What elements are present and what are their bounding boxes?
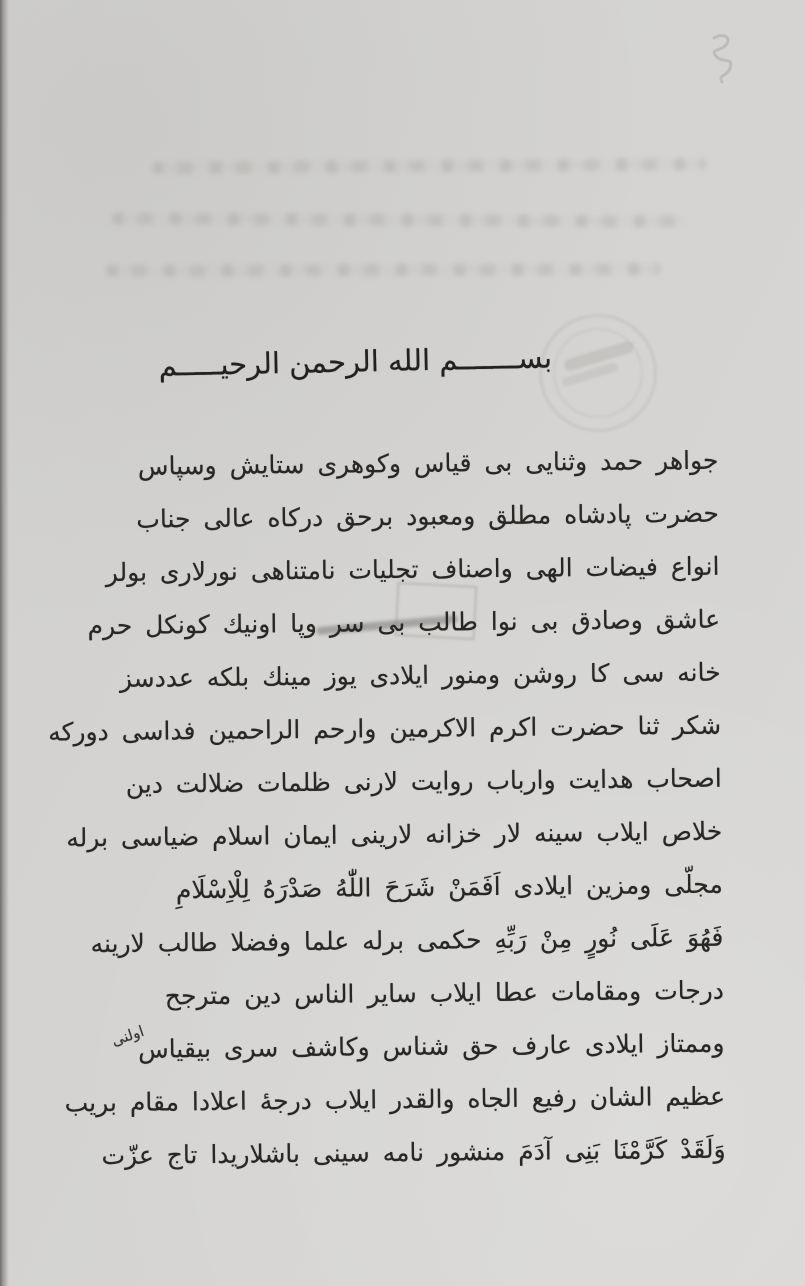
manuscript-line-3: انواع فيضات الهى واصناف تجليات نامتناهى نورلارى بولر xyxy=(105,551,720,588)
basmala-header: بســـــــم الله الرحمن الرحيـــــم xyxy=(158,340,553,383)
manuscript-line-7: اصحاب هدايت وارباب روايت لارنى ظلمات ضلالت دين xyxy=(125,763,722,799)
manuscript-line-4: عاشق وصادق بى نوا طالب بى سر وپا اونيك كونكل حرم xyxy=(87,604,721,641)
manuscript-line-13: عظيم الشان رفيع الجاه والقدر ايلاب درجهٔ اعلادا مقام بريب xyxy=(64,1081,726,1118)
bleed-through-line xyxy=(112,212,687,227)
scan-edge-shadow xyxy=(0,0,9,1286)
bleed-through-line xyxy=(106,263,661,277)
manuscript-line-10: فَهُوَ عَلَى نُورٍ مِنْ رَبِّهِ حكمى برله علما وفضلا طالب لارينه xyxy=(90,922,724,959)
manuscript-line-5: خانه سى كا روشن ومنور ايلادى يوز مينك بلكه عددسز xyxy=(119,657,721,693)
manuscript-line-8: خلاص ايلاب سينه لار خزانه لارينى ايمان اسلام ضياسى برله xyxy=(66,816,723,853)
manuscript-line-2: حضرت پادشاه مطلق ومعبود برحق دركاه عالى جناب xyxy=(136,498,720,534)
manuscript-line-12-text: وممتاز ايلادى عارف حق شناس وكاشف سرى بيقياس xyxy=(138,1028,725,1064)
manuscript-line-6: شكر ثنا حضرت اكرم الاكرمين وارحم الراحمين فداسى دوركه xyxy=(47,710,722,747)
library-stamp xyxy=(539,314,657,432)
pencil-scribble xyxy=(700,30,748,98)
manuscript-line-12 xyxy=(79,1017,725,1077)
manuscript-line-9: مجلّى ومزين ايلادى اَفَمَنْ شَرَحَ اللّٰهُ صَدْرَهُ لِلْاِسْلَامِ xyxy=(175,869,723,905)
manuscript-line-14: وَلَقَدْ كَرَّمْنَا بَنِى آدَمَ منشور نامه سينى باشلاريدا تاج عزّت xyxy=(101,1134,726,1171)
manuscript-line-11: درجات ومقامات عطا ايلاب ساير الناس دين مترجح xyxy=(164,975,725,1011)
manuscript-line-1: جواهر حمد وثنايى بى قياس وكوهرى ستايش وسپاس xyxy=(137,445,719,481)
bleed-through-line xyxy=(152,158,707,174)
manuscript-text-block xyxy=(47,434,726,1183)
interlinear-insertion: اولنى xyxy=(108,1022,146,1050)
